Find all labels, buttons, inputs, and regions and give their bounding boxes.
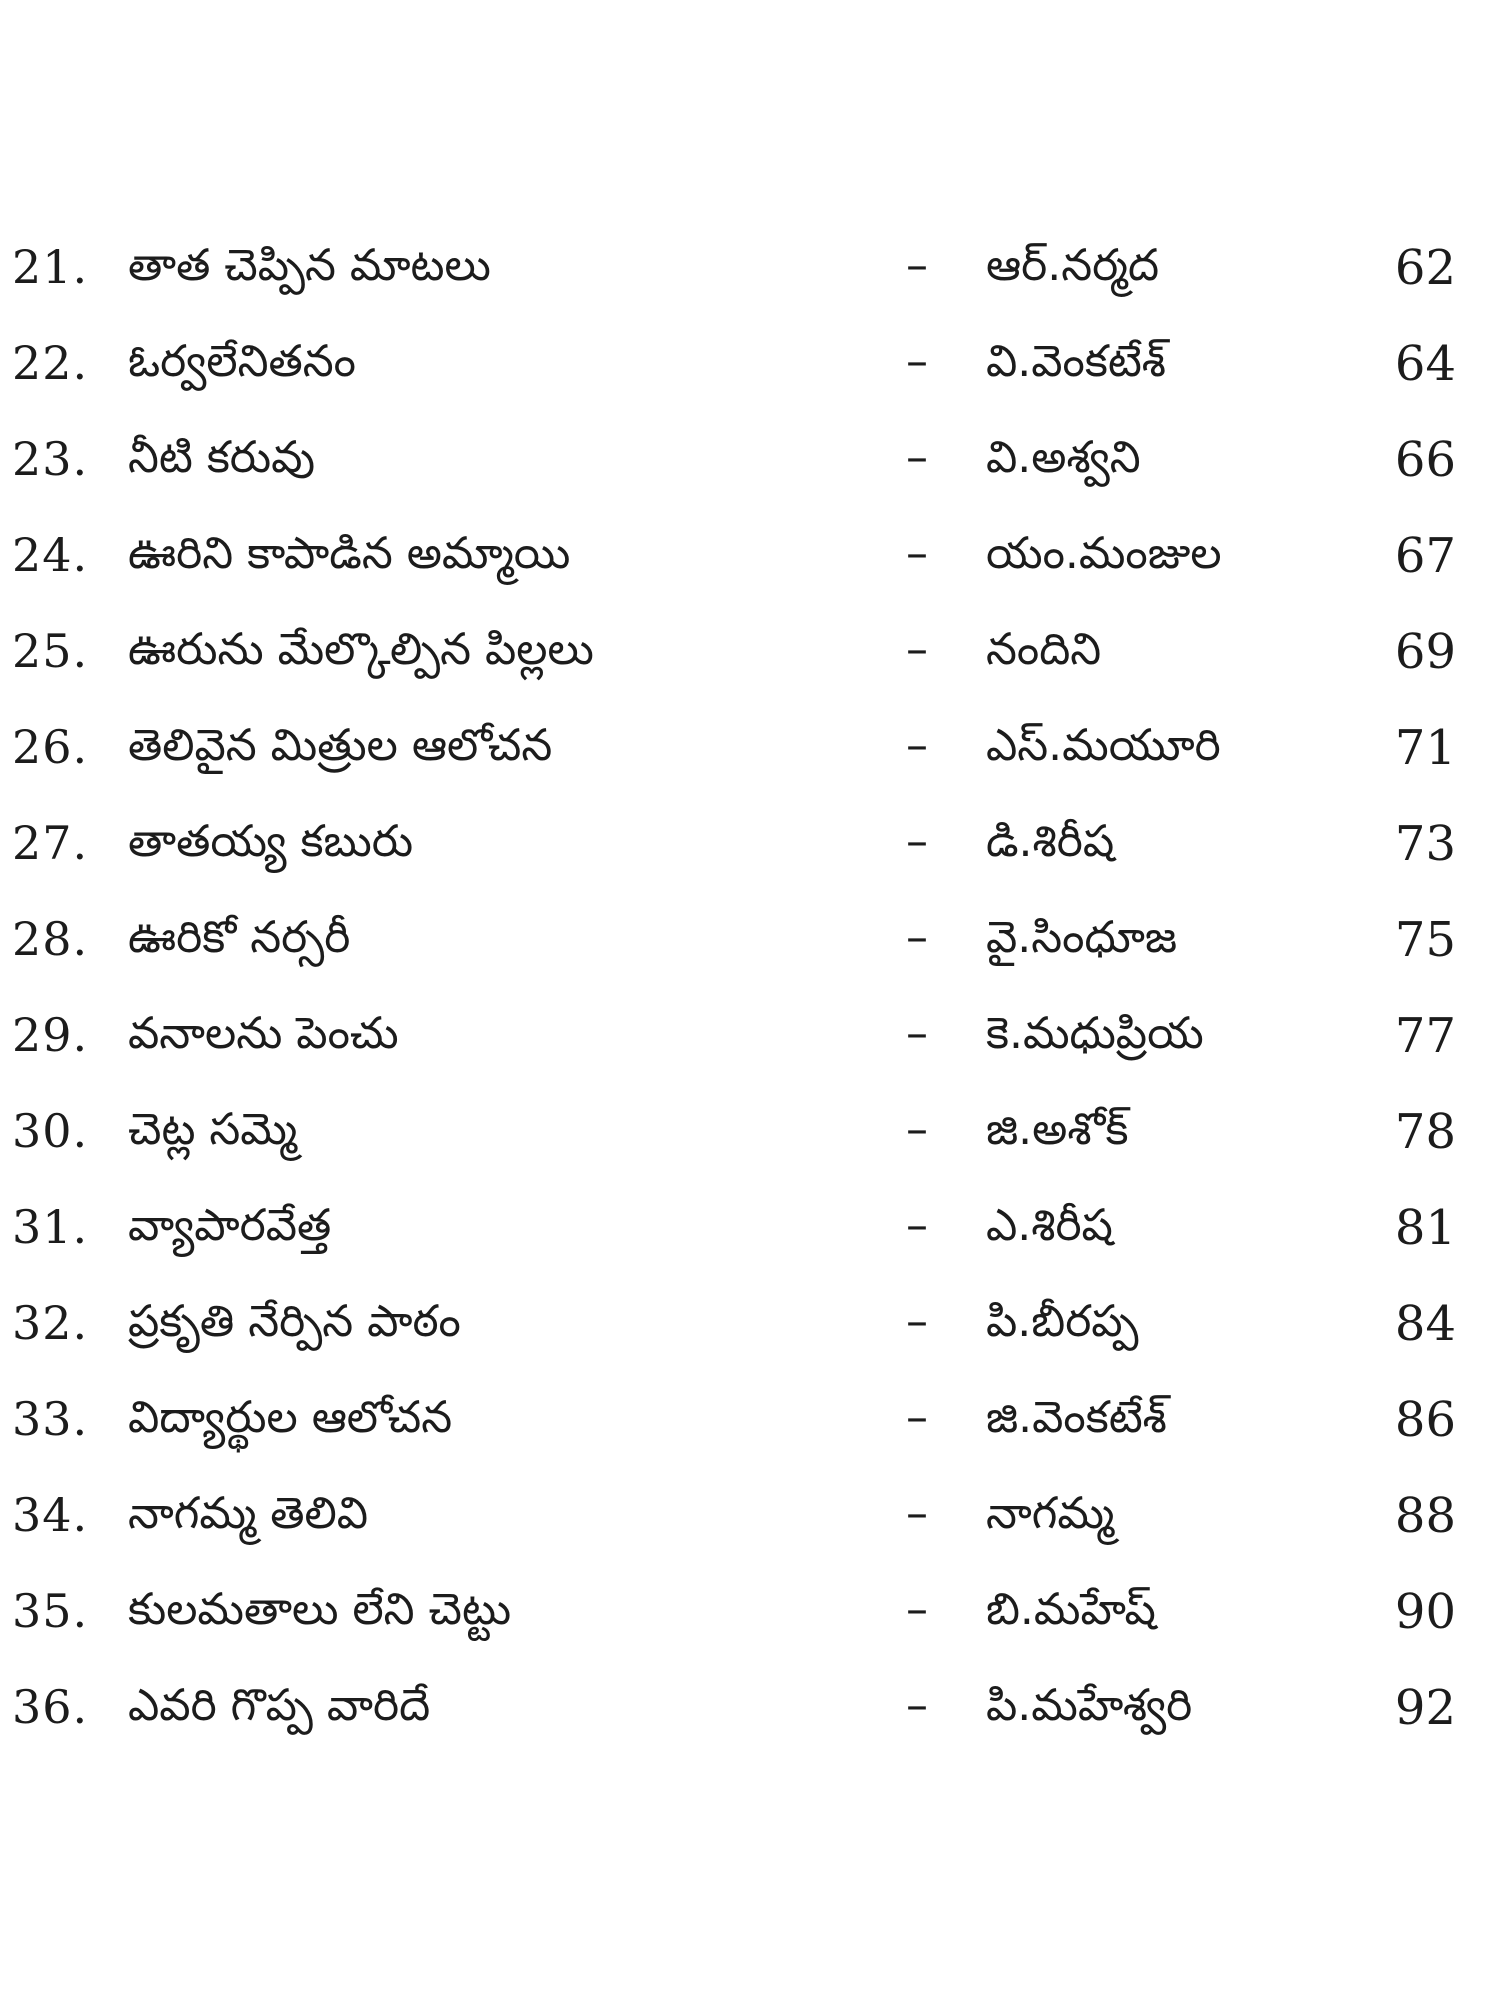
- entry-number: 28.: [12, 912, 89, 966]
- entry-number: 25.: [12, 624, 89, 678]
- entry-page-number: 67: [1394, 528, 1456, 584]
- entry-page-number: 92: [1394, 1680, 1456, 1736]
- entry-number: 35.: [12, 1584, 89, 1638]
- entry-author: వై.సింధూజ: [986, 912, 1178, 963]
- entry-title: కులమతాలు లేని చెట్టు: [128, 1584, 512, 1635]
- entry-author: పి.మహేశ్వరి: [986, 1680, 1193, 1731]
- entry-page-number: 90: [1394, 1584, 1456, 1640]
- toc-row: [0, 706, 1500, 802]
- entry-dash: –: [906, 1392, 928, 1443]
- toc-row: [0, 1666, 1500, 1762]
- entry-title: నాగమ్మ తెలివి: [128, 1488, 369, 1539]
- entry-number: 30.: [12, 1104, 89, 1158]
- entry-title: ప్రకృతి నేర్పిన పాఠం: [128, 1296, 461, 1347]
- entry-author: బి.మహేష్: [986, 1584, 1156, 1635]
- entry-author: పి.బీరప్ప: [986, 1296, 1139, 1347]
- entry-author: యం.మంజుల: [986, 528, 1222, 579]
- toc-row: [0, 1474, 1500, 1570]
- toc-row: [0, 610, 1500, 706]
- entry-title: ఎవరి గొప్ప వారిదే: [128, 1680, 431, 1731]
- toc-row: [0, 898, 1500, 994]
- entry-dash: –: [906, 1200, 928, 1251]
- entry-author: వి.వెంకటేశ్: [986, 336, 1166, 387]
- entry-dash: –: [906, 624, 928, 675]
- entry-title: నీటి కరువు: [128, 432, 316, 483]
- toc-row: [0, 322, 1500, 418]
- entry-dash: –: [906, 720, 928, 771]
- entry-number: 33.: [12, 1392, 89, 1446]
- entry-page-number: 69: [1394, 624, 1456, 680]
- entry-title: తెలివైన మిత్రుల ఆలోచన: [128, 720, 553, 771]
- entry-page-number: 66: [1394, 432, 1456, 488]
- entry-title: ఊరికో నర్సరీ: [128, 912, 351, 963]
- entry-author: ఎస్.మయూరి: [986, 720, 1221, 771]
- entry-dash: –: [906, 528, 928, 579]
- entry-number: 29.: [12, 1008, 89, 1062]
- toc-row: [0, 802, 1500, 898]
- entry-number: 36.: [12, 1680, 89, 1734]
- entry-author: కె.మధుప్రియ: [986, 1008, 1204, 1059]
- entry-page-number: 62: [1394, 240, 1456, 296]
- entry-page-number: 78: [1394, 1104, 1456, 1160]
- entry-number: 26.: [12, 720, 89, 774]
- entry-title: తాత చెప్పిన మాటలు: [128, 240, 491, 291]
- entry-number: 32.: [12, 1296, 89, 1350]
- entry-dash: –: [906, 1104, 928, 1155]
- toc-row: [0, 514, 1500, 610]
- entry-author: నందిని: [986, 624, 1102, 675]
- entry-title: వనాలను పెంచు: [128, 1008, 399, 1059]
- entry-number: 34.: [12, 1488, 89, 1542]
- entry-dash: –: [906, 240, 928, 291]
- entry-title: ఊరును మేల్కొల్పిన పిల్లలు: [128, 624, 594, 675]
- entry-author: జి.అశోక్: [986, 1104, 1129, 1155]
- toc-row: [0, 418, 1500, 514]
- entry-author: వి.అశ్వని: [986, 432, 1141, 483]
- entry-title: వ్యాపారవేత్త: [128, 1200, 332, 1251]
- entry-dash: –: [906, 1296, 928, 1347]
- entry-dash: –: [906, 1584, 928, 1635]
- toc-row: [0, 1186, 1500, 1282]
- entry-dash: –: [906, 336, 928, 387]
- entry-title: విద్యార్థుల ఆలోచన: [128, 1392, 453, 1443]
- entry-page-number: 84: [1394, 1296, 1456, 1352]
- entry-page-number: 75: [1394, 912, 1456, 968]
- table-of-contents: [0, 226, 1500, 1762]
- entry-number: 22.: [12, 336, 89, 390]
- entry-title: ఓర్వలేనితనం: [128, 336, 356, 387]
- entry-author: ఆర్.నర్మద: [986, 240, 1160, 291]
- entry-dash: –: [906, 912, 928, 963]
- toc-row: [0, 1090, 1500, 1186]
- entry-dash: –: [906, 432, 928, 483]
- entry-title: తాతయ్య కబురు: [128, 816, 414, 867]
- entry-page-number: 77: [1394, 1008, 1456, 1064]
- entry-page-number: 88: [1394, 1488, 1456, 1544]
- toc-row: [0, 994, 1500, 1090]
- toc-row: [0, 1570, 1500, 1666]
- entry-title: ఊరిని కాపాడిన అమ్మాయి: [128, 528, 571, 579]
- entry-number: 31.: [12, 1200, 89, 1254]
- entry-page-number: 73: [1394, 816, 1456, 872]
- toc-row: [0, 1378, 1500, 1474]
- entry-author: నాగమ్మ: [986, 1488, 1115, 1539]
- toc-row: [0, 1282, 1500, 1378]
- entry-dash: –: [906, 1680, 928, 1731]
- entry-page-number: 64: [1394, 336, 1456, 392]
- entry-author: డి.శిరీష: [986, 816, 1115, 867]
- entry-author: ఎ.శిరీష: [986, 1200, 1113, 1251]
- entry-page-number: 71: [1394, 720, 1456, 776]
- entry-page-number: 86: [1394, 1392, 1456, 1448]
- entry-author: జి.వెంకటేశ్: [986, 1392, 1167, 1443]
- entry-number: 24.: [12, 528, 89, 582]
- entry-dash: –: [906, 1008, 928, 1059]
- entry-dash: –: [906, 816, 928, 867]
- entry-number: 21.: [12, 240, 89, 294]
- entry-page-number: 81: [1394, 1200, 1456, 1256]
- entry-dash: –: [906, 1488, 928, 1539]
- entry-number: 27.: [12, 816, 89, 870]
- toc-row: [0, 226, 1500, 322]
- entry-number: 23.: [12, 432, 89, 486]
- entry-title: చెట్ల సమ్మె: [128, 1104, 298, 1155]
